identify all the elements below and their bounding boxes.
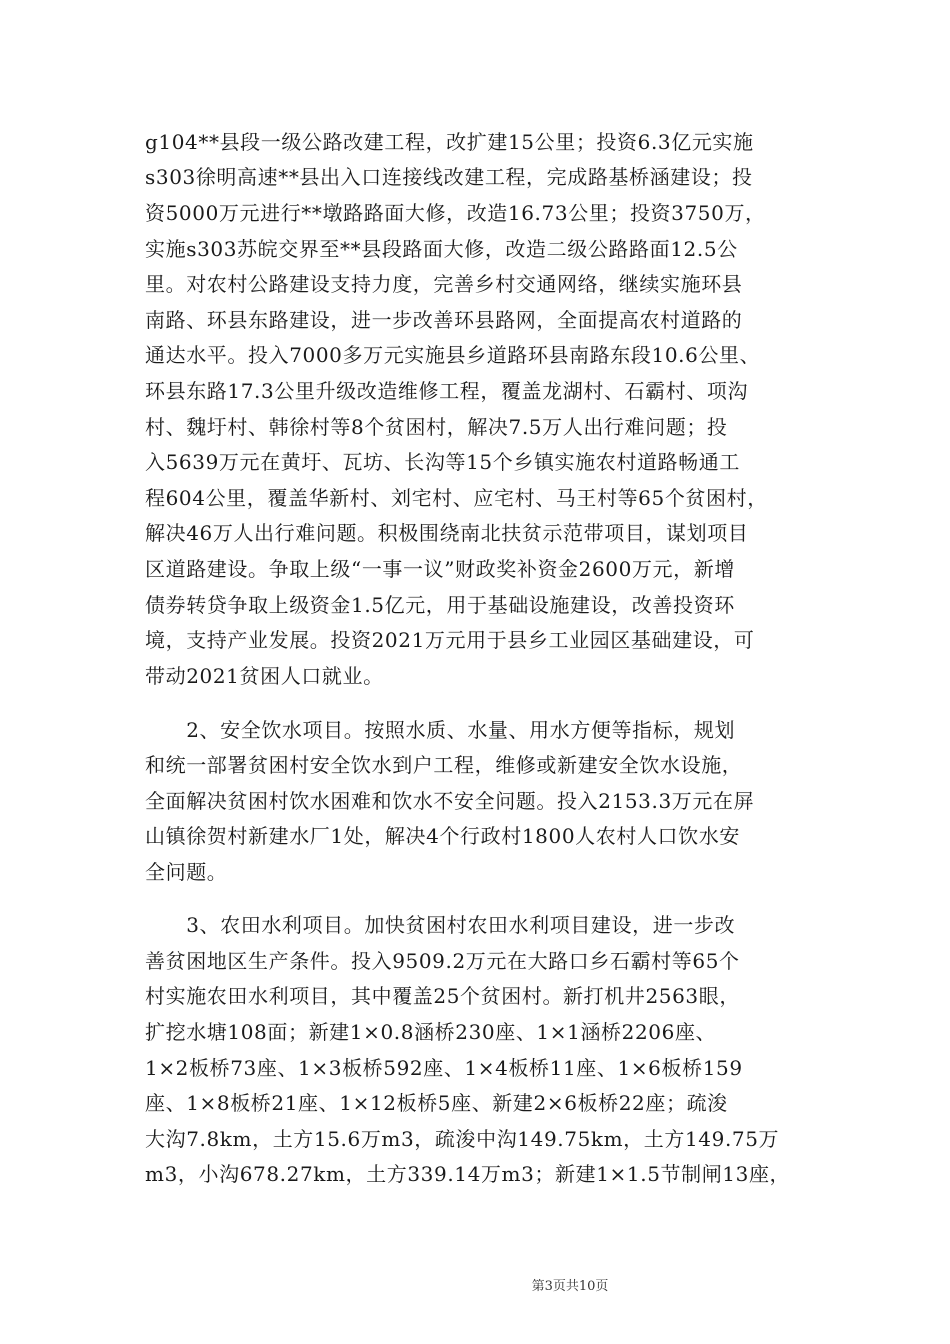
page-number-footer: 第3页共10页 xyxy=(531,1279,609,1294)
body-line: 全问题。 xyxy=(145,860,228,884)
body-line: 大沟7.8km，土方15.6万m3，疏浚中沟149.75km，土方149.75万 xyxy=(145,1127,780,1151)
body-line: 通达水平。投入7000多万元实施县乡道路环县南路东段10.6公里、 xyxy=(145,343,761,367)
body-line: 村、魏圩村、韩徐村等8个贫困村，解决7.5万人出行难问题；投 xyxy=(145,415,728,439)
body-line: m3，小沟678.27km，土方339.14万m3；新建1×1.5节制闸13座， xyxy=(145,1162,791,1186)
body-line: 南路、环县东路建设，进一步改善环县路网，全面提高农村道路的 xyxy=(145,308,743,332)
body-line: 1×2板桥73座、1×3板桥592座、1×4板桥11座、1×6板桥159 xyxy=(145,1056,743,1080)
body-line: 解决46万人出行难问题。积极围绕南北扶贫示范带项目，谋划项目 xyxy=(145,521,749,545)
body-line: 村实施农田水利项目，其中覆盖25个贫困村。新打机井2563眼， xyxy=(145,984,740,1008)
body-line: 带动2021贫困人口就业。 xyxy=(145,664,384,688)
body-line: 山镇徐贺村新建水厂1处，解决4个行政村1800人农村人口饮水安 xyxy=(145,824,740,848)
body-line: s303徐明高速**县出入口连接线改建工程，完成路基桥涵建设；投 xyxy=(145,165,753,189)
body-line: 3、农田水利项目。加快贫困村农田水利项目建设，进一步改 xyxy=(145,913,736,937)
body-line: 环县东路17.3公里升级改造维修工程，覆盖龙湖村、石霸村、项沟 xyxy=(145,379,749,403)
body-line: 资5000万元进行**墩路路面大修，改造16.73公里；投资3750万， xyxy=(145,201,766,225)
body-line: 座、1×8板桥21座、1×12板桥5座、新建2×6板桥22座；疏浚 xyxy=(145,1091,728,1115)
body-line: 程604公里，覆盖华新村、刘宅村、应宅村、马王村等65个贫困村， xyxy=(145,486,768,510)
body-line: 2、安全饮水项目。按照水质、水量、用水方便等指标，规划 xyxy=(145,718,736,742)
body-line: 全面解决贫困村饮水困难和饮水不安全问题。投入2153.3万元在屏 xyxy=(145,789,755,813)
body-line: 债券转贷争取上级资金1.5亿元，用于基础设施建设，改善投资环 xyxy=(145,593,735,617)
body-line: 善贫困地区生产条件。投入9509.2万元在大路口乡石霸村等65个 xyxy=(145,949,740,973)
body-line: 入5639万元在黄圩、瓦坊、长沟等15个乡镇实施农村道路畅通工 xyxy=(145,450,740,474)
body-line: 实施s303苏皖交界至**县段路面大修，改造二级公路路面12.5公 xyxy=(145,237,738,261)
body-line: 扩挖水塘108面；新建1×0.8涵桥230座、1×1涵桥2206座、 xyxy=(145,1020,717,1044)
body-line: 里。对农村公路建设支持力度，完善乡村交通网络，继续实施环县 xyxy=(145,272,743,296)
body-line: 和统一部署贫困村安全饮水到户工程，维修或新建安全饮水设施， xyxy=(145,753,743,777)
body-line: g104**县段一级公路改建工程，改扩建15公里；投资6.3亿元实施 xyxy=(145,130,754,154)
body-line: 区道路建设。争取上级“一事一议”财政奖补资金2600万元，新增 xyxy=(145,557,735,581)
body-line: 境，支持产业发展。投资2021万元用于县乡工业园区基础建设，可 xyxy=(145,628,755,652)
